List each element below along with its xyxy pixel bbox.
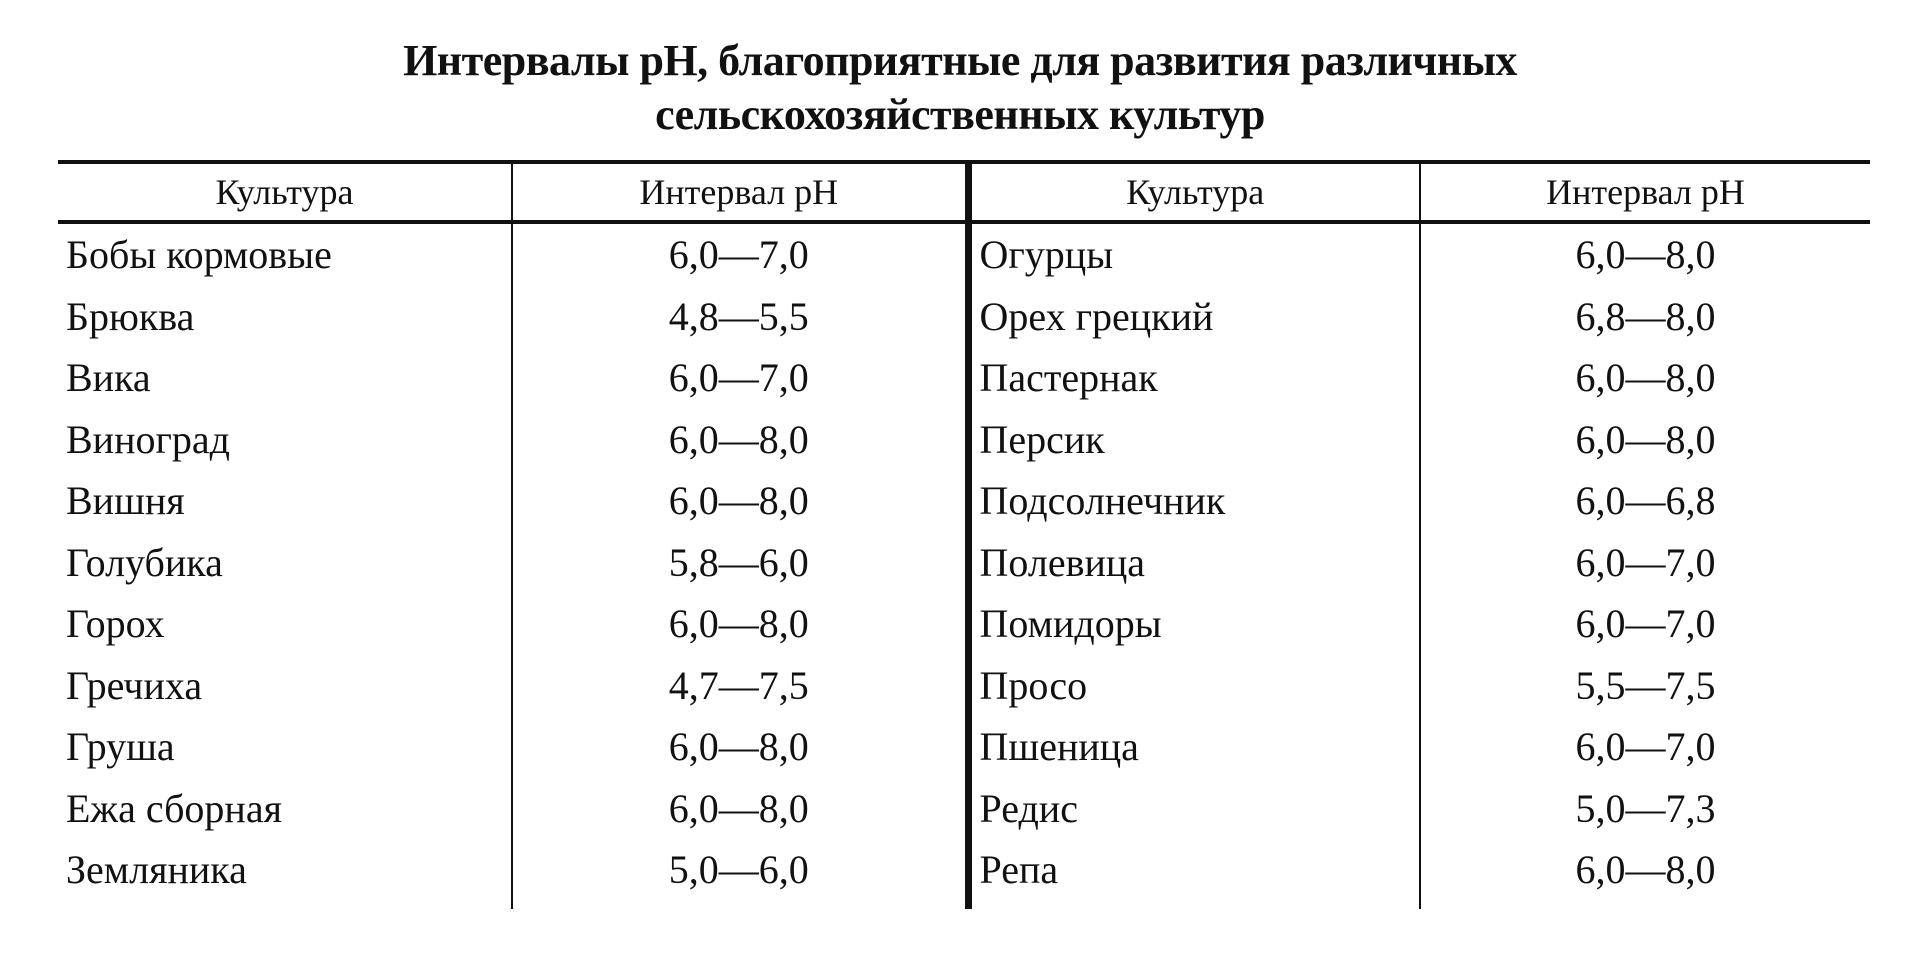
ph-range-left: 6,0—8,0 [512,716,968,778]
ph-range-right: 6,0—8,0 [1575,232,1716,278]
crop-name-left: Виноград [58,409,512,471]
crop-name-right: Орех грецкий [968,286,1420,348]
table-row [58,286,1870,348]
ph-range-right: 6,0—7,0 [1575,724,1716,770]
ph-range-left: 4,8—5,5 [512,286,968,348]
title-line-1: Интервалы pH, благоприятные для развития различных [403,36,1517,85]
crop-name-right: Персик [968,409,1420,471]
header-ph-left: Интервал pH [512,162,968,222]
crop-name-left: Вика [58,347,512,409]
header-row [58,162,1870,222]
table-row [58,839,1870,909]
ph-range-left: 6,0—8,0 [512,593,968,655]
ph-range-right: 6,0—6,8 [1575,478,1716,524]
ph-range-left: 5,8—6,0 [512,532,968,594]
ph-range-left: 6,0—8,0 [512,409,968,471]
crop-name-left: Земляника [58,839,512,909]
crop-name-right: Пшеница [968,716,1420,778]
ph-range-left: 6,0—7,0 [512,347,968,409]
table-row [58,532,1870,594]
table-row [58,409,1870,471]
crop-name-left: Груша [58,716,512,778]
table-row [58,222,1870,286]
table-body [58,222,1870,909]
ph-range-right: 6,0—8,0 [1575,416,1716,462]
ph-range-right: 6,8—8,0 [1575,293,1716,339]
crop-name-right: Огурцы [968,222,1420,286]
header-ph-right: Интервал pH [1420,162,1870,222]
crop-name-left: Вишня [58,470,512,532]
crop-name-right: Редис [968,778,1420,840]
crop-name-right: Подсолнечник [968,470,1420,532]
crop-name-left: Брюква [58,286,512,348]
crop-name-left: Гречиха [58,655,512,717]
table-row [58,347,1870,409]
ph-range-right: 5,0—7,3 [1575,785,1716,831]
crop-name-right: Репа [968,839,1420,909]
crop-name-left: Бобы кормовые [58,222,512,286]
crop-name-right: Пастернак [968,347,1420,409]
table-row [58,593,1870,655]
title-line-2: сельскохозяйственных культур [655,90,1265,139]
ph-range-right: 6,0—7,0 [1575,539,1716,585]
table-header [58,162,1870,222]
table-row [58,470,1870,532]
crop-name-right: Просо [968,655,1420,717]
crop-name-left: Ежа сборная [58,778,512,840]
ph-range-right: 6,0—7,0 [1575,601,1716,647]
document-title [0,34,1920,142]
header-crop-left: Культура [58,162,512,222]
ph-range-right: 6,0—8,0 [1575,355,1716,401]
crop-name-right: Помидоры [968,593,1420,655]
ph-range-left: 6,0—7,0 [512,222,968,286]
crop-name-left: Голубика [58,532,512,594]
crop-name-left: Горох [58,593,512,655]
ph-range-left: 6,0—8,0 [512,778,968,840]
header-crop-right: Культура [968,162,1420,222]
table-row [58,655,1870,717]
crop-name-right: Полевица [968,532,1420,594]
table-row [58,778,1870,840]
ph-range-left: 5,0—6,0 [512,839,968,909]
ph-range-left: 4,7—7,5 [512,655,968,717]
ph-range-left: 6,0—8,0 [512,470,968,532]
ph-range-right: 5,5—7,5 [1575,662,1716,708]
ph-range-right: 6,0—8,0 [1575,847,1716,893]
ph-intervals-table [58,160,1870,909]
table-row [58,716,1870,778]
